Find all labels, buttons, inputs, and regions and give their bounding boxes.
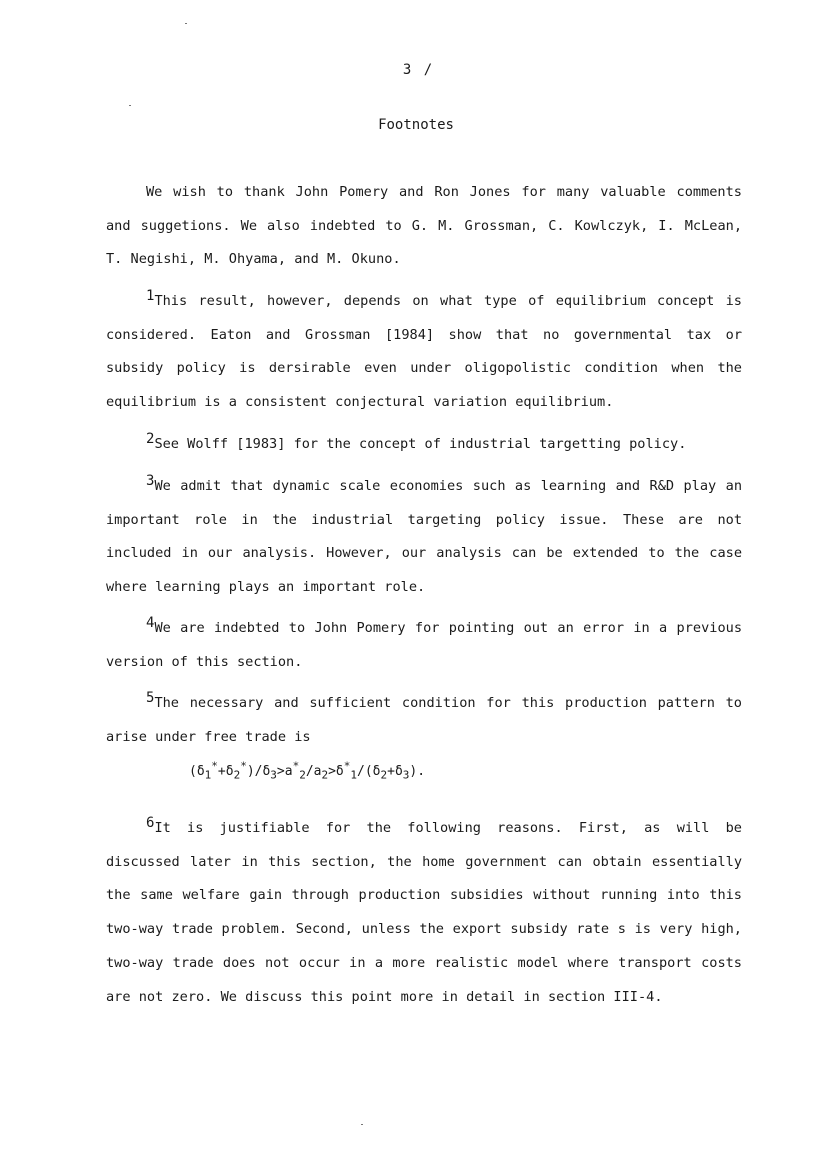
footnote-number: 4 <box>146 615 155 631</box>
footnote-text: We are indebted to John Pomery for pointing out an error in a previous version of this section. <box>106 620 742 670</box>
footnote-5 <box>106 687 742 754</box>
acknowledgment-paragraph <box>106 176 742 277</box>
condition-formula: $(\delta_1^*+\delta_2^*)/\delta_3>a^*_2/a_2>\delta^*_1/(\delta_2+\delta_3)$. <box>189 759 426 782</box>
footnote-text: It is justifiable for the following reasons. First, as will be discussed later in this section, the home government can obtain essentially the same welfare gain through production subsidies without running into this two-way trade problem. Second, unless the export subsidy rate s is very high, two-way trade does not occur in a more realistic model where transport costs are not zero. We discuss this point more in detail in section III-4. <box>106 820 742 1005</box>
scan-speck <box>129 105 131 106</box>
scan-speck <box>361 1124 363 1125</box>
footnote-number: 6 <box>146 815 155 831</box>
page-number: 3 / <box>402 62 435 78</box>
footnote-text: We admit that dynamic scale economies such as learning and R&D play an important role in the industrial targeting policy issue. These are not included in our analysis. However, our analysis can be extended to the case where learning plays an important role. <box>106 478 742 596</box>
footnote-number: 3 <box>146 473 155 489</box>
footnote-number: 1 <box>146 288 155 304</box>
footnote-text: See Wolff [1983] for the concept of industrial targetting policy. <box>154 436 687 452</box>
footnote-number: 2 <box>146 431 155 447</box>
footnote-text: The necessary and sufficient condition for this production pattern to arise under free trade is <box>106 695 742 745</box>
footnote-4 <box>106 612 742 679</box>
scan-speck <box>185 23 187 24</box>
footnote-number: 5 <box>146 690 155 706</box>
page-title: Footnotes <box>378 117 454 133</box>
footnote-3 <box>106 470 742 605</box>
footnote-text: This result, however, depends on what type of equilibrium concept is considered. Eaton and Grossman [1984] show that no governmental tax or subsidy policy is dersirable even under oligopolistic condition when the equilibrium is a consistent conjectural variation equilibrium. <box>106 293 742 411</box>
footnote-1 <box>106 285 742 420</box>
footnote-2 <box>106 428 742 462</box>
footnote-6 <box>106 812 742 1014</box>
acknowledgment-text: We wish to thank John Pomery and Ron Jones for many valuable comments and suggetions. We also indebted to G. M. Grossman, C. Kowlczyk, I. McLean, T. Negishi, M. Ohyama, and M. Okuno. <box>106 184 742 268</box>
